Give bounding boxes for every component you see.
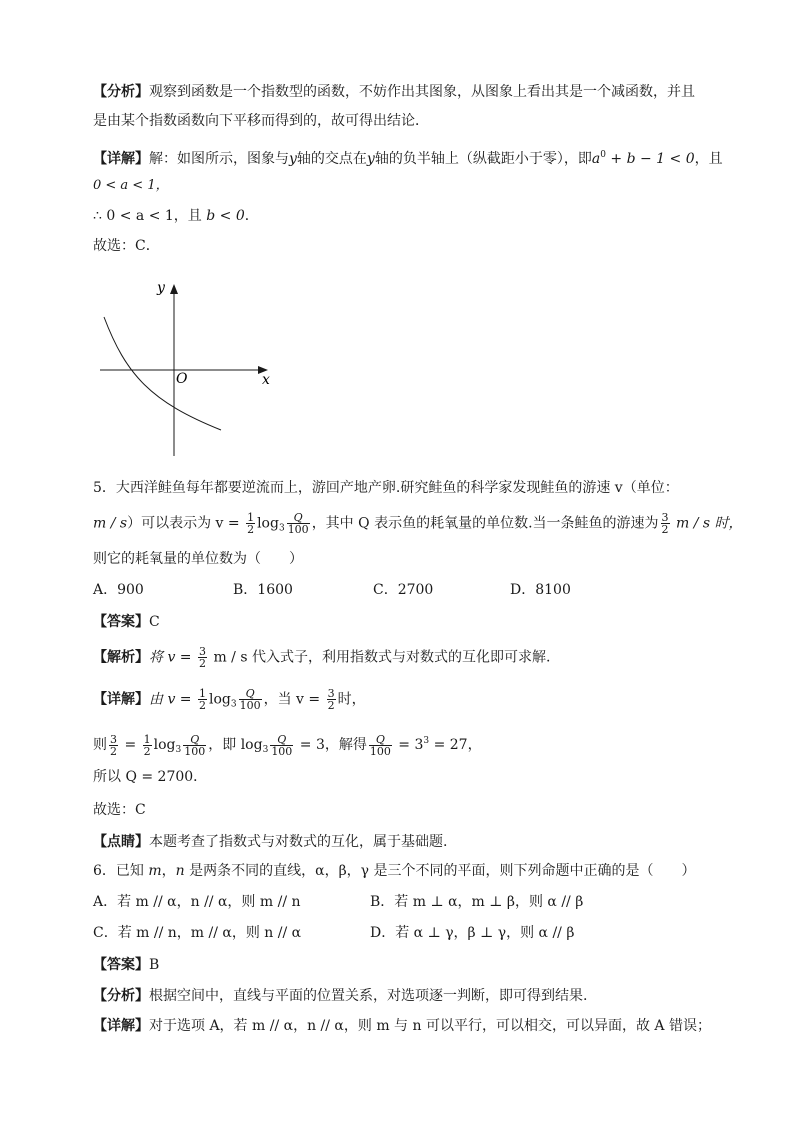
detail-line-3: ∴ 0 < a < 1，且 b < 0． bbox=[93, 208, 259, 224]
tag-detail: 【详解】 bbox=[93, 151, 149, 167]
q6-option-c: C．若 m // n，m // α，则 n // α bbox=[93, 925, 302, 941]
origin-label: O bbox=[176, 371, 188, 387]
q5-choose: 故选：C bbox=[93, 802, 146, 818]
q6-line-1: 6．已知 m，n 是两条不同的直线，α，β，γ 是三个不同的平面，则下列命题中正确的是（ ） bbox=[93, 863, 696, 879]
y-axis-arrow bbox=[170, 284, 178, 294]
q6-detail: 【详解】对于选项 A，若 m // α，n // α，则 m 与 n 可以平行，可以相交，可以异面，故 A 错误； bbox=[93, 1018, 711, 1034]
q5-option-b: B．1600 bbox=[233, 582, 293, 598]
q5-detail-2: 则 $\frac{3}{2}$ = $\frac{1}{2}$ $\log_3$ $\frac{Q}{100}$ ，即 $\log_3$ $\frac{Q}{100}$ = 3，解得 $\frac{Q}{100}$ = $3^3 = 27$， bbox=[93, 732, 482, 758]
detail-line-2: 0 < a < 1， bbox=[93, 178, 169, 193]
q5-option-d: D．8100 bbox=[510, 582, 571, 598]
detail-line-1: 【详解】解：如图所示，图象与y轴的交点在y轴的负半轴上（纵截距小于零），即$a^0 + b - 1 < 0$，且 bbox=[93, 150, 723, 167]
y-axis-label: y bbox=[157, 280, 165, 296]
q6-answer: 【答案】B bbox=[93, 957, 160, 973]
q5-answer: 【答案】C bbox=[93, 614, 160, 630]
choice-line: 故选：C． bbox=[93, 238, 160, 254]
q6-option-b: B．若 m ⊥ α，m ⊥ β，则 α // β bbox=[370, 894, 584, 910]
q5-analysis: 【解析】将 v = $\frac{3}{2}$ m / s 代入式子，利用指数式与对数式的互化即可求解. bbox=[93, 645, 551, 670]
q5-line-3: 则它的耗氧量的单位数为（ ） bbox=[93, 551, 303, 567]
q5-line-2: m / s）可以表示为 v = $\frac{1}{2}$ $\log_3$ $\frac{Q}{100}$ ，其中 Q 表示鱼的耗氧量的单位数.当一条鲑鱼的游速为 $\frac{3}{2}$ m / s 时， bbox=[93, 511, 743, 536]
x-axis-label: x bbox=[262, 372, 270, 388]
curve bbox=[104, 317, 221, 430]
analysis-line-1: 【分析】观察到函数是一个指数型的函数，不妨作出其图象，从图象上看出其是一个减函数，并且 bbox=[93, 84, 695, 100]
q6-analysis: 【分析】根据空间中，直线与平面的位置关系，对选项逐一判断，即可得到结果. bbox=[93, 988, 588, 1004]
tag-analysis: 【分析】 bbox=[93, 84, 149, 100]
function-graph bbox=[96, 280, 286, 460]
q5-detail-1: 【详解】由 v = $\frac{1}{2}$ $\log_3$ $\frac{Q}{100}$ ，当 v = $\frac{3}{2}$ 时， bbox=[93, 687, 366, 712]
q5-detail-3: 所以 Q = 2700． bbox=[93, 769, 208, 785]
q6-option-d: D．若 α ⊥ γ，β ⊥ γ，则 α // β bbox=[370, 925, 575, 941]
q5-option-a: A．900 bbox=[93, 582, 144, 598]
analysis-line-2: 是由某个指数函数向下平移而得到的，故可得出结论． bbox=[93, 113, 429, 129]
q6-option-a: A．若 m // α，n // α，则 m // n bbox=[93, 894, 301, 910]
q5-option-c: C．2700 bbox=[373, 582, 434, 598]
q5-comment: 【点睛】本题考查了指数式与对数式的互化，属于基础题. bbox=[93, 834, 448, 850]
q5-line-1: 5．大西洋鲑鱼每年都要逆流而上，游回产地产卵.研究鲑鱼的科学家发现鲑鱼的游速 v（单位： bbox=[93, 480, 679, 496]
